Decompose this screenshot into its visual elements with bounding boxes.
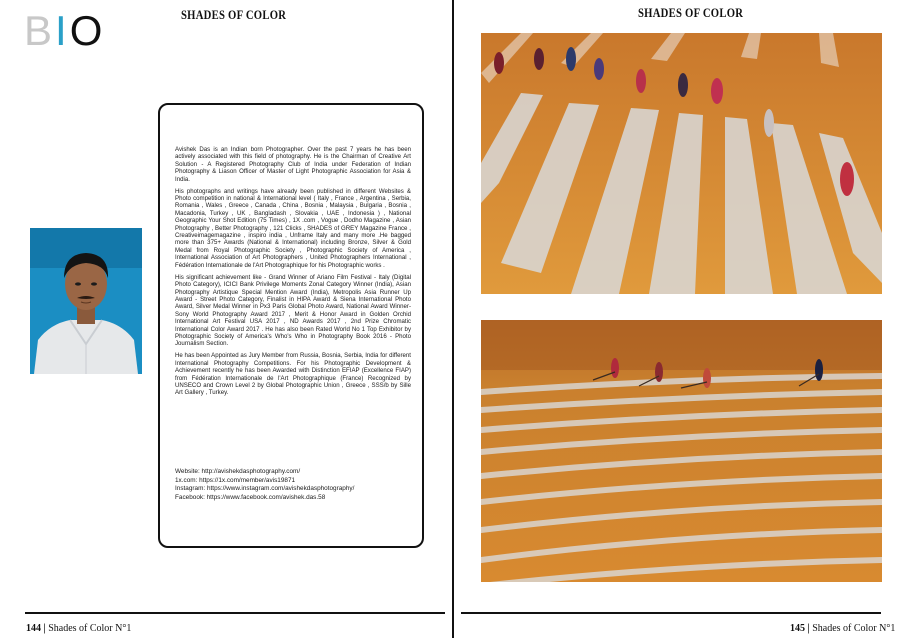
section-heading-bio (24, 7, 103, 54)
footer-separator: | (43, 623, 46, 634)
left-page-footer (26, 623, 131, 634)
right-page-number: 145 (790, 623, 805, 634)
1x-link[interactable]: 1x.com: https://1x.com/member/avis19871 (175, 476, 296, 484)
left-page-number: 144 (26, 623, 41, 634)
page-spine-divider (452, 0, 454, 638)
right-footer-rule (461, 612, 881, 614)
letter-i: I (55, 7, 67, 54)
portrait-photo (30, 228, 142, 374)
grain-field-illustration-top (481, 33, 882, 294)
grain-drying-photo-bottom (481, 320, 882, 582)
right-page-footer (790, 623, 895, 634)
left-footer-rule (25, 612, 445, 614)
bio-paragraph: His photographs and writings have already been published in different Websites & Photo competition in national & International level ( Italy , France , Argentina , Serbia, Romania , Wales , Greece , Canada , China , Bosnia , Malaysia , Bulgaria , Bosnia , Macadonia, Turkey , UK , Bangladash , Slovakia , UAE , Indonesia ) , National Geographic Your Shot Edition (75 Times) , 1X .com , Vogue , Dodho Magazine , Asian Photography , Better Photography , 121 Clicks , SHADES of GREY Magazine France , Creativeimagemagazine , inspiro india , Unframe Italy and many more .He bagged more than 375+ Awards (National & International) including Bronze, Silver & Gold Medal from Royal Photographic Society , Photographic Society of America , International Association of Art Photographers , United Photographers International , Fédération Internationale de l'Art Photographique for his Photographic works . (175, 187, 411, 269)
letter-b: B (24, 7, 53, 54)
bio-paragraph: Avishek Das is an Indian born Photographer. Over the past 7 years he has been actively associated with this field of photography. He is the Chairman of Creative Art Solution - A Registered Photography Club of India under Federation of Indian Photography & Liason Officer of Master of Light Photographic Association for Asia & India. (175, 146, 411, 183)
letter-o: O (69, 7, 103, 54)
right-footer-publication: Shades of Color N°1 (812, 623, 896, 634)
right-page-magazine-title: SHADES OF COLOR (638, 5, 744, 20)
instagram-link[interactable]: Instagram: https://www.instagram.com/avishekdasphotography/ (175, 485, 355, 493)
website-link[interactable]: Website: http://avishekdasphotography.com/ (175, 468, 301, 475)
facebook-link[interactable]: Facebook: https://www.facebook.com/avishek.das.58 (175, 493, 326, 501)
bio-text-body (175, 146, 411, 401)
footer-separator: | (807, 623, 810, 634)
bio-paragraph: His significant achievement like - Grand Winner of Ariano Film Festival - Italy (Digital Photo Category), ICICI Bank Privilege Moments Zonal Category Winner (India), Asian Photography Artistique Special Mention Award (India), Metropolis Asia Runner Up Award - Street Photo Category, Finalist in HIPA Award & Siena International Photo Award, Silver Medal Winner in Px3 Paris Global Photo Award, National Award Winner- Sony World Photography Award 2017 , Merit & Honor Award in Golden Orchid International Art Festival USA 2017 , ND Awards 2017 , 2nd Prize Chromatic International Color Award 2017 . He has also been Rated World No 1 Top Exhibitor by Photographic Society of America's Who's Who in Photography Book 2016 - Photo Journalism Section. (175, 273, 411, 348)
left-footer-publication: Shades of Color N°1 (48, 623, 132, 634)
grain-field-illustration-bottom (481, 320, 882, 582)
contact-links (175, 468, 411, 502)
bio-paragraph: He has been Appointed as Jury Member from Russia, Bosnia, Serbia, India for different International Photography Competitions. For his Photographic Development & Achievement recently he has been Awarded with Distinction EFIAP (Excellence FIAP) from Fédération Internationale de l'Art Photographique (France) Recognized by UNSECO and Crown Level 2 by Global Photographic Union , Greece , SSS/b by Sille Art Gallery , Turkey. (175, 352, 411, 397)
left-page-magazine-title: SHADES OF COLOR (181, 7, 287, 22)
grain-drying-photo-top (481, 33, 882, 294)
portrait-illustration (30, 228, 142, 374)
